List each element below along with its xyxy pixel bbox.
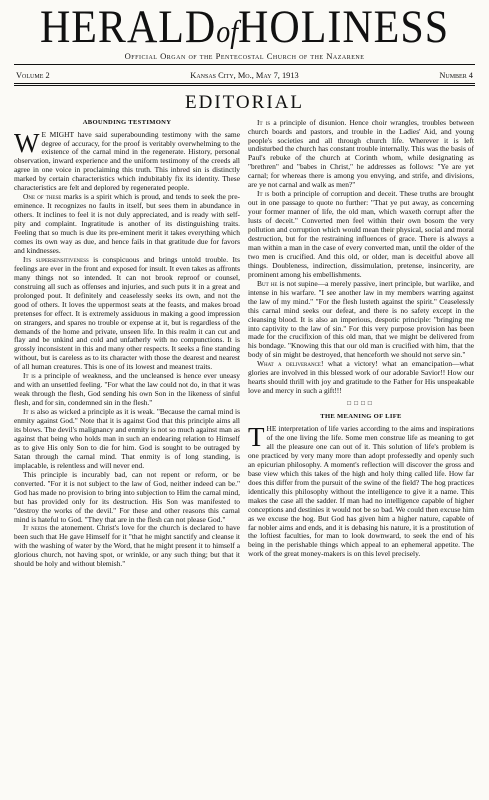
article1-paragraph <box>14 127 240 194</box>
number-label: Number 4 <box>439 70 473 80</box>
section-ornament: □□□□ <box>347 400 375 408</box>
article1-p1-text: E MIGHT have said superabounding testimony with the same degree of accuracy, for the proof is veritably overwhelming to the existence of the carnal mind in the regenerate. History, personal observation, inward experience and the uniform testimony of the creeds all agree in one voice in proclaiming this truth. This inbred sin is distinctly marked by certain characteristics which indubitably fix its identity. These characteristics are felt and deplored by regenerated people. <box>14 129 240 193</box>
paragraph-text: both a principle of corruption and deceit. These truths are brought out in one passage to quote no further: "That ye put away, as concerning your former manner of life, the old man, which waxeth corrupt after the lusts of deceit." Converted men feel within their own bosom the very pollution and corruption which would mean their physical, social and moral destruction, but for the restraining influences of grace. There is always a man within a man in the case of every converted man, until the older of the two men is crucified. And this old, or older, man is deceitful above all things. Doubleness, indirection, dissimulation, pretense, insincerity, are prominent among his embellishments. <box>248 189 474 279</box>
article1-paragraph <box>14 408 240 471</box>
article1-paragraph <box>14 372 240 408</box>
paragraph-lead: But he <box>257 278 278 288</box>
article1-paragraph: This principle is incurably bad, can not repent or reform, or be converted. "For it is not subject to the law of God, neither indeed can be." God has made no provision to bring into subjection to Him the carnal mind, but has provided only for its destruction. His Son was manifested to "destroy the works of the devil." For these and other reasons this carnal mind is hateful to God. "They that are in the flesh can not please God." <box>14 469 240 524</box>
paragraph-lead: Its supersensitiveness <box>23 254 89 264</box>
article2-heading: THE MEANING OF LIFE <box>320 413 402 421</box>
paragraph-lead: It is <box>257 117 271 127</box>
top-rule <box>14 64 475 65</box>
article1-paragraph <box>248 119 474 191</box>
paragraph-text: a principle of disunion. Hence choir wrangles, troubles between church boards and pastors, and trouble in the Ladies' Aid, and young people's societies and all through church life. Wherever it is left undisturbed the church has constant trouble internally. This was the basis of Paul's rebuke of the church at Corinth whom, while designating as "brethren" and "babes in Christ," he addresses as follows: "Ye are yet carnal; for whereas there is among you envying, and strife, and divisions, are ye not carnal and walk as men?" <box>248 117 474 190</box>
article2-paragraph <box>248 422 474 559</box>
paragraph-lead: It is <box>257 189 270 199</box>
paragraph-lead: What a deliverance! <box>257 359 324 369</box>
title-part-holiness: HOLINESS <box>238 1 450 54</box>
article1-paragraph <box>14 524 240 569</box>
title-part-herald: HERALD <box>39 1 217 54</box>
article-columns <box>14 119 475 570</box>
volume-label: Volume 2 <box>16 70 50 80</box>
article2-p1-text: HE interpretation of life varies according to the aims and inspirations of the one living the life. Some men construe life as meaning to get all the pleasure one can out of it. This solution of life's problem is one practiced by very many more than adopt professedly and openly such an epicurian philosophy. A moment's reflection will discover the gross and base view which this takes of the high and holy thing called life. How far does this differ from the pursuit of the swine of the field? The hog practices identically this philosophy without the intelligence to give it a name. This makes the case all the sadder. If man had no intelligence capable of higher conceptions and destinies it would not be so bad. We could then excuse him as we excuse the hog. But God has given him a higher nature, capable of far nobler aims and ends, and it is debasing his nature, it is a prostitution of the loftiest faculties, for man to look downward, to seek the end of his being in the perishable things which appeal to an ephemeral appetite. The work of the great money-makers is on this level precisely. <box>248 424 474 559</box>
left-column <box>14 119 240 570</box>
paragraph-text: what a victory! what an emancipation—what glories are involved in this blessed work of our adorable Savior!! How our hearts should thrill with joy and gratitude to the Father for His unspeakable love and mercy in such a gift!!! <box>248 359 474 396</box>
paragraph-text: the atonement. Christ's love for the church is declared to have been such that He gave Himself for it "that he might sanctify and cleanse it with the washing of water by the Word, that he might present it to himself a glorious church, not having spot, or wrinkle, or any such thing; but that it should be holy and without blemish." <box>14 523 240 569</box>
section-title: EDITORIAL <box>185 91 304 113</box>
paragraph-text: is not supine—a merely passive, inert principle, but warlike, and intense in his warfare. "I see another law in my members warring against the law of my mind." "For the flesh lusteth against the spirit." Ceaselessly this carnal mind seeks our defeat, and there is no safety except in the cleansing blood. It is also an imperious, despotic principle: "bringing me into captivity to the law of sin." For this very purpose provision has been made for the crucifixion of this old man, that we might be delivered from his bondage. "Knowing this that our old man is crucified with him, that the body of sin might be destroyed, that henceforth we should not serve sin." <box>248 278 474 360</box>
paragraph-lead: It needs <box>23 523 48 533</box>
article1-paragraph <box>14 256 240 372</box>
paragraph-text: is conspicuous and brings untold trouble. Its feelings are ever in the front and exposed for insult. It even takes as affronts many things not so intended. It can not brook reproof or counsel, construing all such as offenses and injuries, and such puts it in a great and prolonged pout. It definitely and ceaselessly seeks its own, and not the good of others. It loves the uppermost seats at the feasts, and makes broad pretenses for effect. It is extremely assiduous in making a good impression on strangers, and spares no trouble or expense at it, but is regardless of the demands of the home and private, unseen life. In this realm it can cut and flay and be unkind and cold and unfatherly with no compunctions. It is grossly inconsistent in this and many other respects. It seeks a fine standing without, but is careless as to its character with those the dearest and nearest of all human creatures. This is one of its lowest and meanest traits. <box>14 254 241 372</box>
article1-dropcap: W <box>14 127 40 158</box>
paragraph-lead: One of these <box>23 192 62 202</box>
masthead-title <box>39 1 450 54</box>
paragraph-lead: It is <box>23 407 35 417</box>
place-date-label: Kansas City, Mo., May 7, 1913 <box>190 70 299 80</box>
masthead <box>14 0 475 61</box>
paragraph-text: marks is a spirit which is proud, and tends to seek the pre-eminence. It recognizes no faults in itself, but sees them in abundance in others. It inclines to feel it is not duly appreciated, and is ready with self-pity and complaint. Ingratitude is another of its distinguishing traits. Feeling that so much is due its pre-eminent merit it takes everything which comes its own way as due, and hence fails in that gratitude due for favors and kindnesses. <box>14 192 240 255</box>
article2-dropcap: T <box>248 422 265 453</box>
article1-paragraph <box>248 360 474 396</box>
article1-paragraph <box>14 193 240 256</box>
article1-paragraph <box>248 190 474 280</box>
article1-paragraph <box>248 280 474 361</box>
paragraph-text: a principle of weakness, and the uncleansed is hence ever uneasy and with an unsettled feeling. "For what the law could not do, in that it was weak through the flesh, God sending his own Son in the likeness of sinful flesh, and for sin, condemned sin in the flesh." <box>14 371 240 408</box>
title-part-of: of <box>216 15 239 50</box>
paragraph-lead: It is <box>23 371 36 381</box>
issue-rule <box>14 83 475 86</box>
issue-info-bar <box>14 71 475 80</box>
article1-heading: ABOUNDING TESTIMONY <box>82 118 172 126</box>
paragraph-text: also as wicked a principle as it is weak. "Because the carnal mind is enmity against God." Note that it is against God that this principle aims all its blows. The devil's malignancy and enmity is not so much against man as against that being who holds man in such an endearing relation to Himself as to give His only Son to die for him. God is sought to be outraged by Satan through the carnal mind. That enmity is of long standing, is implacable, is relentless and will never end. <box>14 407 241 470</box>
right-column <box>248 119 474 570</box>
official-organ-line: Official Organ of the Pentecostal Church of the Nazarene <box>124 51 365 61</box>
